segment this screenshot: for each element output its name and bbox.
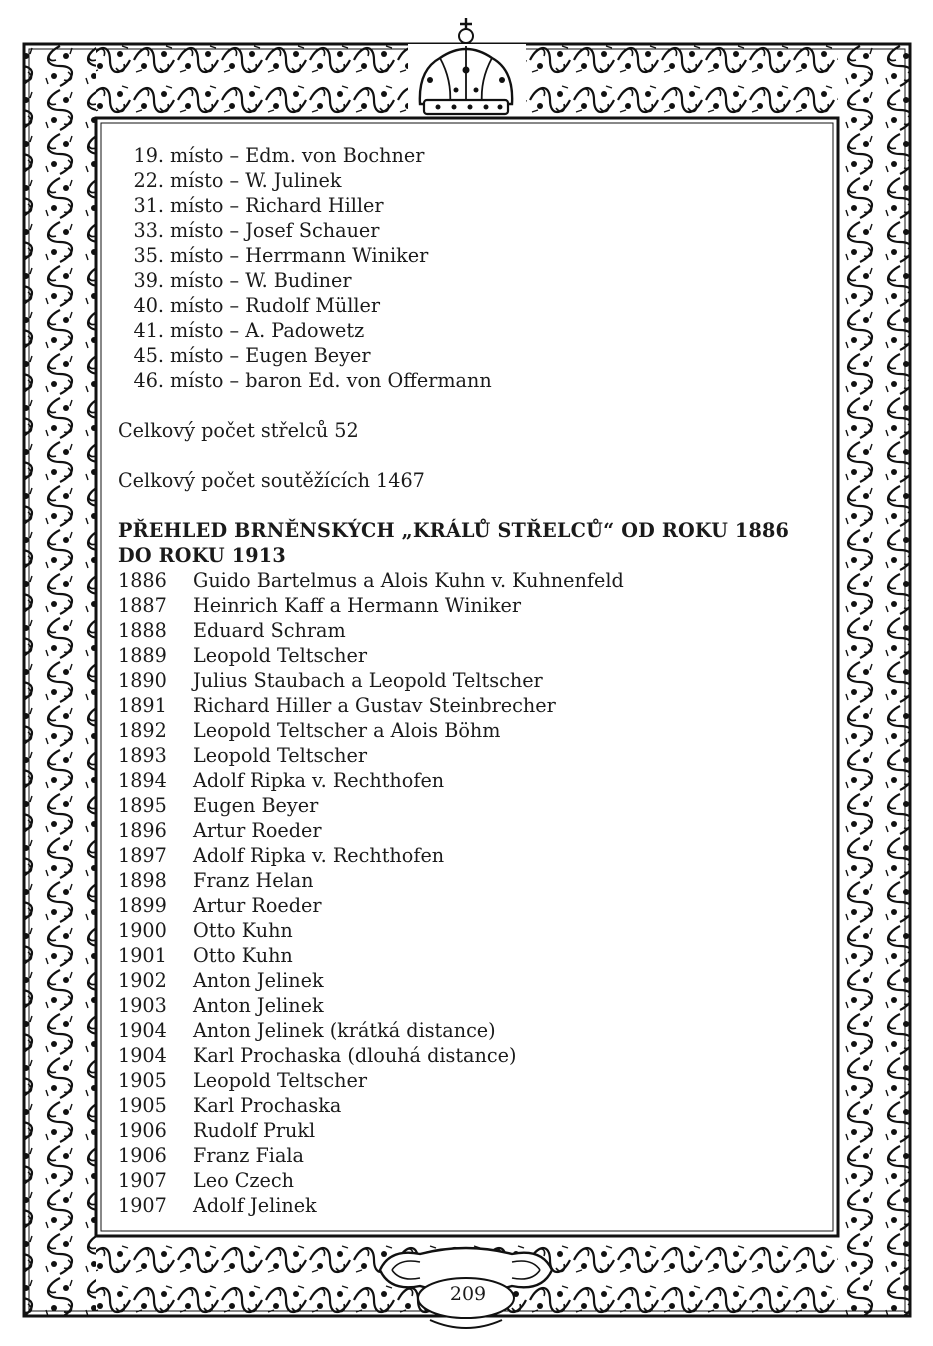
rank-number: 39.: [133, 269, 164, 292]
king-name: Anton Jelinek: [193, 969, 324, 992]
rank-number: 22.: [133, 169, 164, 192]
king-year: 1895: [118, 794, 167, 817]
king-row: [118, 1193, 838, 1218]
ranking-row: [118, 193, 838, 218]
king-year: 1902: [118, 969, 167, 992]
rank-number: 19.: [133, 144, 164, 167]
rank-text: místo – Herrmann Winiker: [170, 244, 429, 267]
king-name: Richard Hiller a Gustav Steinbrecher: [193, 694, 556, 717]
page-content: [118, 143, 838, 1218]
king-name: Leopold Teltscher: [193, 1069, 367, 1092]
king-row: [118, 1093, 838, 1118]
king-row: [118, 893, 838, 918]
rank-text: místo – Josef Schauer: [170, 219, 380, 242]
king-year: 1906: [118, 1144, 167, 1167]
page-number: 209: [449, 1283, 487, 1305]
king-name: Julius Staubach a Leopold Teltscher: [193, 669, 543, 692]
king-row: [118, 668, 838, 693]
king-name: Rudolf Prukl: [193, 1119, 316, 1142]
king-row: [118, 718, 838, 743]
king-year: 1900: [118, 919, 167, 942]
king-year: 1888: [118, 619, 167, 642]
king-name: Anton Jelinek (krátká distance): [193, 1019, 496, 1042]
rank-number: 35.: [133, 244, 164, 267]
king-name: Otto Kuhn: [193, 944, 293, 967]
king-row: [118, 1118, 838, 1143]
king-row: [118, 743, 838, 768]
king-year: 1907: [118, 1169, 167, 1192]
king-row: [118, 918, 838, 943]
king-row: [118, 568, 838, 593]
section-heading-line1: PŘEHLED BRNĚNSKÝCH „KRÁLŮ STŘELCŮ“ OD ROKU 1886: [118, 519, 790, 542]
king-row: [118, 1068, 838, 1093]
king-name: Adolf Ripka v. Rechthofen: [193, 844, 445, 867]
king-name: Guido Bartelmus a Alois Kuhn v. Kuhnenfeld: [193, 569, 624, 592]
king-row: [118, 868, 838, 893]
king-name: Eugen Beyer: [193, 794, 319, 817]
king-row: [118, 693, 838, 718]
total-competitors: Celkový počet soutěžících 1467: [118, 469, 425, 492]
king-year: 1906: [118, 1119, 167, 1142]
ranking-row: [118, 343, 838, 368]
king-row: [118, 643, 838, 668]
ranking-row: [118, 318, 838, 343]
king-year: 1889: [118, 644, 167, 667]
king-row: [118, 1143, 838, 1168]
rank-number: 46.: [133, 369, 164, 392]
rank-text: místo – W. Budiner: [170, 269, 352, 292]
rank-number: 33.: [133, 219, 164, 242]
section-heading: [118, 518, 838, 568]
rank-number: 40.: [133, 294, 164, 317]
king-row: [118, 843, 838, 868]
king-name: Karl Prochaska (dlouhá distance): [193, 1044, 517, 1067]
king-year: 1897: [118, 844, 167, 867]
rank-text: místo – Edm. von Bochner: [170, 144, 425, 167]
king-name: Artur Roeder: [193, 819, 322, 842]
king-year: 1907: [118, 1194, 167, 1217]
king-name: Eduard Schram: [193, 619, 346, 642]
king-year: 1899: [118, 894, 167, 917]
king-name: Adolf Jelinek: [193, 1194, 317, 1217]
king-name: Franz Fiala: [193, 1144, 304, 1167]
king-year: 1901: [118, 944, 167, 967]
king-row: [118, 1018, 838, 1043]
king-year: 1905: [118, 1069, 167, 1092]
king-year: 1894: [118, 769, 167, 792]
king-name: Leopold Teltscher: [193, 744, 367, 767]
king-name: Artur Roeder: [193, 894, 322, 917]
king-name: Leopold Teltscher a Alois Böhm: [193, 719, 501, 742]
ranking-row: [118, 268, 838, 293]
ranking-row: [118, 368, 838, 393]
king-year: 1886: [118, 569, 167, 592]
rank-text: místo – Richard Hiller: [170, 194, 384, 217]
king-name: Otto Kuhn: [193, 919, 293, 942]
ranking-row: [118, 218, 838, 243]
section-heading-line2: DO ROKU 1913: [118, 544, 286, 567]
king-name: Karl Prochaska: [193, 1094, 342, 1117]
rank-number: 31.: [133, 194, 164, 217]
king-name: Adolf Ripka v. Rechthofen: [193, 769, 445, 792]
king-year: 1890: [118, 669, 167, 692]
king-row: [118, 768, 838, 793]
king-year: 1891: [118, 694, 167, 717]
king-name: Franz Helan: [193, 869, 314, 892]
ranking-list: [118, 143, 838, 393]
king-name: Leopold Teltscher: [193, 644, 367, 667]
rank-number: 45.: [133, 344, 164, 367]
rank-text: místo – W. Julinek: [170, 169, 342, 192]
king-year: 1905: [118, 1094, 167, 1117]
king-row: [118, 793, 838, 818]
king-year: 1903: [118, 994, 167, 1017]
king-year: 1887: [118, 594, 167, 617]
crown-icon: [408, 18, 526, 116]
king-row: [118, 993, 838, 1018]
king-year: 1892: [118, 719, 167, 742]
rank-number: 41.: [133, 319, 164, 342]
total-shooters: Celkový počet střelců 52: [118, 419, 359, 442]
ranking-row: [118, 168, 838, 193]
king-row: [118, 593, 838, 618]
king-row: [118, 618, 838, 643]
ranking-row: [118, 143, 838, 168]
king-year: 1904: [118, 1019, 167, 1042]
king-row: [118, 1168, 838, 1193]
kings-list: [118, 568, 838, 1218]
king-row: [118, 943, 838, 968]
rank-text: místo – A. Padowetz: [170, 319, 365, 342]
rank-text: místo – Eugen Beyer: [170, 344, 371, 367]
king-name: Heinrich Kaff a Hermann Winiker: [193, 594, 522, 617]
king-year: 1896: [118, 819, 167, 842]
king-row: [118, 818, 838, 843]
king-year: 1904: [118, 1044, 167, 1067]
king-row: [118, 968, 838, 993]
ranking-row: [118, 243, 838, 268]
rank-text: místo – baron Ed. von Offermann: [170, 369, 492, 392]
king-name: Leo Czech: [193, 1169, 294, 1192]
rank-text: místo – Rudolf Müller: [170, 294, 381, 317]
king-name: Anton Jelinek: [193, 994, 324, 1017]
king-year: 1893: [118, 744, 167, 767]
king-row: [118, 1043, 838, 1068]
ranking-row: [118, 293, 838, 318]
king-year: 1898: [118, 869, 167, 892]
